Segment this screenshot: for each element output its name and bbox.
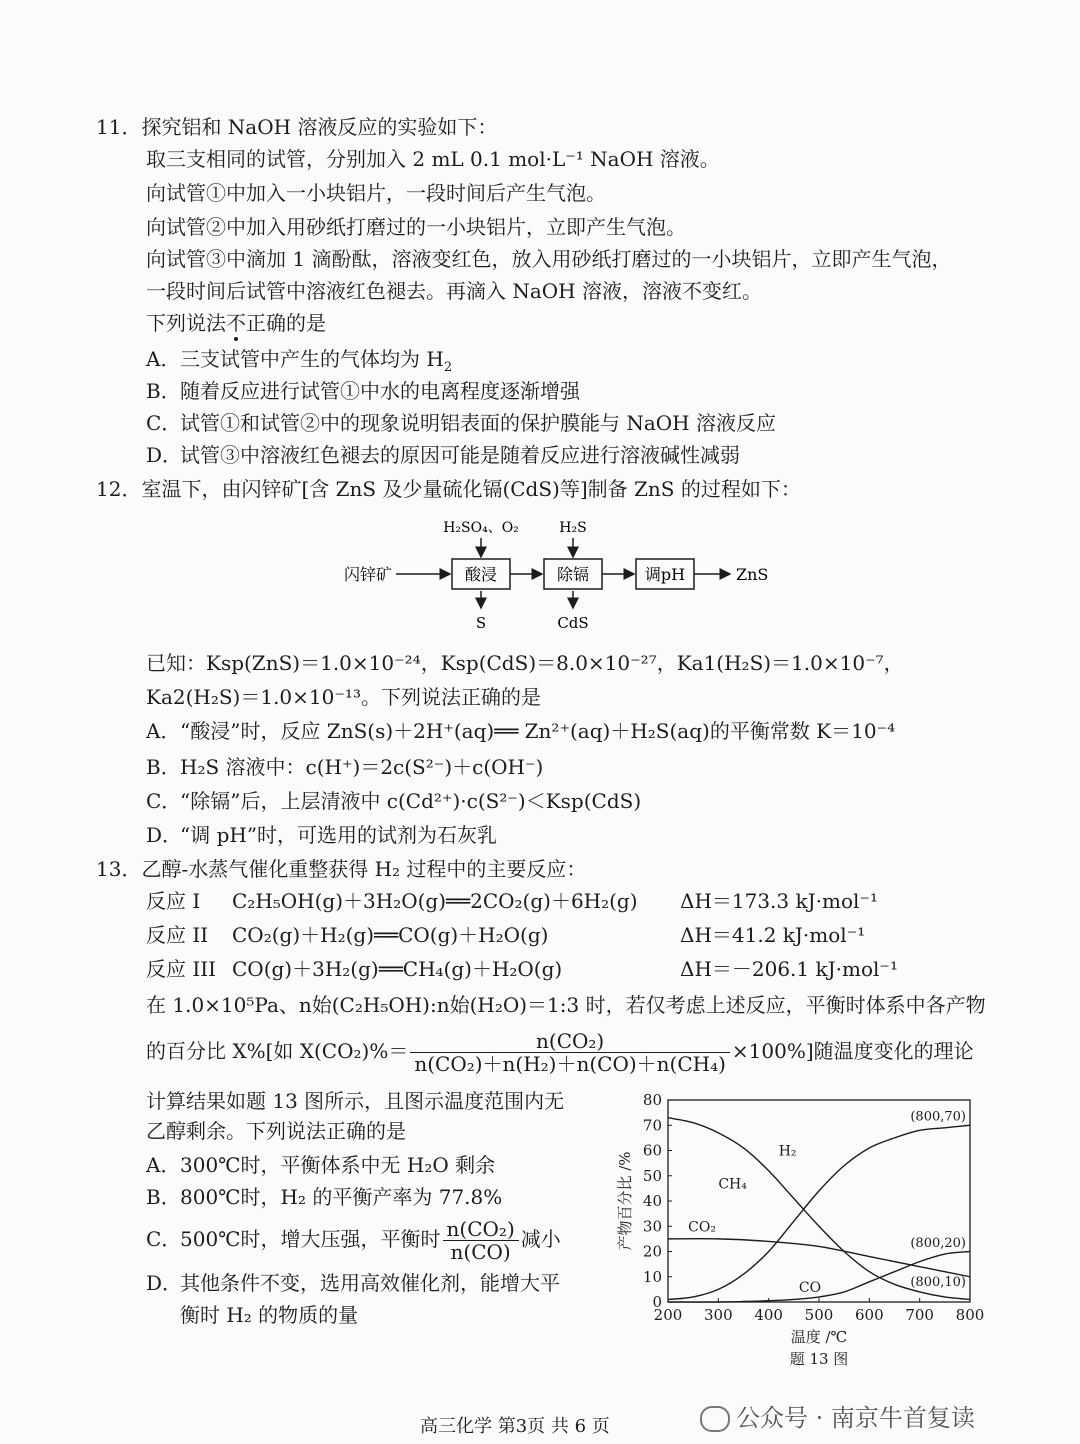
q13-calc-1: 计算结果如题 13 图所示，且图示温度范围内无 xyxy=(146,1089,565,1113)
ratio-fraction: $\frac{\text{n(CO₂)}}{n(CO)}$ xyxy=(443,1218,519,1263)
q11-option-c: C．试管①和试管②中的现象说明铝表面的保护膜能与 NaOH 溶液反应 xyxy=(146,411,776,435)
flow-box-acid-leach-label: 酸浸 xyxy=(464,565,498,584)
q13-percent-definition: 的百分比 X%[如 X(CO₂)%＝ $\frac{\text{n(CO₂)}}{\text{n(CO₂)＋n(H₂)＋n(CO)＋n(CH₄)}}$ ×100%]随温度变化的理论 xyxy=(146,1029,974,1076)
q13-option-a: A．300℃时，平衡体系中无 H₂O 剩余 xyxy=(146,1153,496,1177)
flow-box-cd-removal-label: 除镉 xyxy=(556,565,590,584)
q12-option-c: C．“除镉”后，上层清液中 c(Cd²⁺)·c(S²⁻)＜Ksp(CdS) xyxy=(146,789,642,813)
q13-calc-2: 乙醇剩余。下列说法正确的是 xyxy=(146,1119,406,1143)
q11-ask: 下列说法不正确的是 xyxy=(146,311,326,335)
q11-option-d: D．试管③中溶液红色褪去的原因可能是随着反应进行溶液碱性减弱 xyxy=(146,443,740,467)
wechat-icon xyxy=(700,1406,730,1432)
q11-line1: 取三支相同的试管，分别加入 2 mL 0.1 mol·L⁻¹ NaOH 溶液。 xyxy=(146,147,720,171)
q12-option-b: B．H₂S 溶液中：c(H⁺)＝2c(S²⁻)＋c(OH⁻) xyxy=(146,755,544,779)
q12-known-2: Ka2(H₂S)＝1.0×10⁻¹³。下列说法正确的是 xyxy=(146,685,541,709)
q11-line5: 一段时间后试管中溶液红色褪去。再滴入 NaOH 溶液，溶液不变红。 xyxy=(146,279,762,303)
q12-stem: 12．室温下，由闪锌矿[含 ZnS 及少量硫化镉(CdS)等]制备 ZnS 的过程如下： xyxy=(96,477,801,501)
flow-end-label: ZnS xyxy=(736,565,769,584)
x-tick-label: 200 xyxy=(653,1306,683,1324)
figure-caption: 题 13 图 xyxy=(789,1350,849,1368)
y-tick-label: 30 xyxy=(642,1217,662,1236)
q12-option-d: D．“调 pH”时，可选用的试剂为石灰乳 xyxy=(146,823,498,847)
percent-fraction: $\frac{\text{n(CO₂)}}{\text{n(CO₂)＋n(H₂)＋n(CO)＋n(CH₄)}}$ xyxy=(410,1030,730,1075)
q13-option-d-line2: 衡时 H₂ 的物质的量 xyxy=(180,1303,359,1327)
q13-option-b: B．800℃时，H₂ 的平衡产率为 77.8% xyxy=(146,1185,503,1209)
series-label-h2: H₂ xyxy=(778,1143,797,1160)
x-tick-label: 600 xyxy=(855,1306,884,1324)
x-axis-label: 温度 /℃ xyxy=(790,1328,848,1346)
x-tick-label: 700 xyxy=(905,1306,934,1324)
series-label-ch4: CH₄ xyxy=(718,1176,747,1193)
y-tick-label: 80 xyxy=(642,1091,662,1109)
x-tick-label: 400 xyxy=(754,1306,783,1324)
q13-option-c: C．500℃时，增大压强，平衡时 $\frac{\text{n(CO₂)}}{n(CO)}$ 减小 xyxy=(146,1217,561,1264)
annotation-h2-800: (800,70) xyxy=(910,1109,966,1125)
x-tick-label: 300 xyxy=(704,1306,733,1324)
y-tick-label: 70 xyxy=(642,1116,662,1135)
series-line-H₂ xyxy=(668,1125,970,1299)
q11-line4: 向试管③中滴加 1 滴酚酞，溶液变红色，放入用砂纸打磨过的一小块铝片，立即产生气泡， xyxy=(146,247,952,271)
q11-option-a: A．三支试管中产生的气体均为 $H_2$ xyxy=(146,347,453,375)
flow-step2-reagent: H₂S xyxy=(559,520,587,536)
q11-line2: 向试管①中加入一小块铝片，一段时间后产生气泡。 xyxy=(146,181,606,205)
watermark: 公众号 · 南京牛首复读 xyxy=(700,1398,975,1433)
q13-reaction-3: 反应 III CO(g)＋3H₂(g)══CH₄(g)＋H₂O(g) ΔH＝－206.1 kJ·mol⁻¹ xyxy=(146,957,898,981)
q11-option-b: B．随着反应进行试管①中水的电离程度逐渐增强 xyxy=(146,379,580,403)
process-flow-diagram xyxy=(343,504,790,639)
series-label-co: CO xyxy=(798,1279,822,1296)
y-tick-label: 40 xyxy=(642,1192,662,1210)
page-footer: 高三化学 第3页 共 6 页 xyxy=(420,1416,610,1437)
q13-chart xyxy=(600,1080,1000,1370)
flow-start-label: 闪锌矿 xyxy=(343,565,392,584)
y-tick-label: 10 xyxy=(642,1267,662,1286)
y-tick-label: 0 xyxy=(652,1293,662,1311)
q13-stem: 13．乙醇-水蒸气催化重整获得 H₂ 过程中的主要反应： xyxy=(96,857,587,881)
q11-line3: 向试管②中加入用砂纸打磨过的一小块铝片，立即产生气泡。 xyxy=(146,215,686,239)
series-label-co2: CO₂ xyxy=(688,1219,716,1236)
flow-box-adjust-ph-label: 调pH xyxy=(644,565,686,584)
q13-reaction-2: 反应 II CO₂(g)＋H₂(g)══CO(g)＋H₂O(g) ΔH＝41.2 kJ·mol⁻¹ xyxy=(146,923,866,947)
y-axis-label: 产物百分比 /% xyxy=(616,1151,634,1251)
annotation-co-800: (800,20) xyxy=(910,1235,966,1251)
q12-option-a: A．“酸浸”时，反应 ZnS(s)＋2H⁺(aq)══ Zn²⁺(aq)＋H₂S(aq)的平衡常数 K＝10⁻⁴ xyxy=(146,719,896,743)
q13-condition: 在 1.0×10⁵Pa、n始(C₂H₅OH):n始(H₂O)＝1:3 时，若仅考虑上述反应，平衡时体系中各产物 xyxy=(146,993,986,1017)
flow-step1-product: S xyxy=(475,614,487,632)
q13-option-d-line1: D．其他条件不变，选用高效催化剂，能增大平 xyxy=(146,1271,560,1295)
q11-stem: 11．探究铝和 NaOH 溶液反应的实验如下： xyxy=(96,115,498,139)
y-tick-label: 50 xyxy=(642,1166,662,1185)
y-tick-label: 60 xyxy=(642,1141,662,1160)
q12-known-1: 已知：Ksp(ZnS)＝1.0×10⁻²⁴，Ksp(CdS)＝8.0×10⁻²⁷，Ka1(H₂S)＝1.0×10⁻⁷， xyxy=(146,651,904,675)
y-tick-label: 20 xyxy=(642,1242,662,1261)
q13-reaction-1: 反应 I C₂H₅OH(g)＋3H₂O(g)══2CO₂(g)＋6H₂(g) ΔH＝173.3 kJ·mol⁻¹ xyxy=(146,889,878,913)
flow-step2-product: CdS xyxy=(557,614,589,632)
annotation-co2-800: (800,10) xyxy=(910,1274,966,1290)
x-tick-label: 800 xyxy=(955,1306,985,1324)
x-tick-label: 500 xyxy=(804,1306,834,1324)
series-line-CH₄ xyxy=(668,1118,970,1300)
flow-step1-reagent: H₂SO₄、O₂ xyxy=(443,520,519,536)
